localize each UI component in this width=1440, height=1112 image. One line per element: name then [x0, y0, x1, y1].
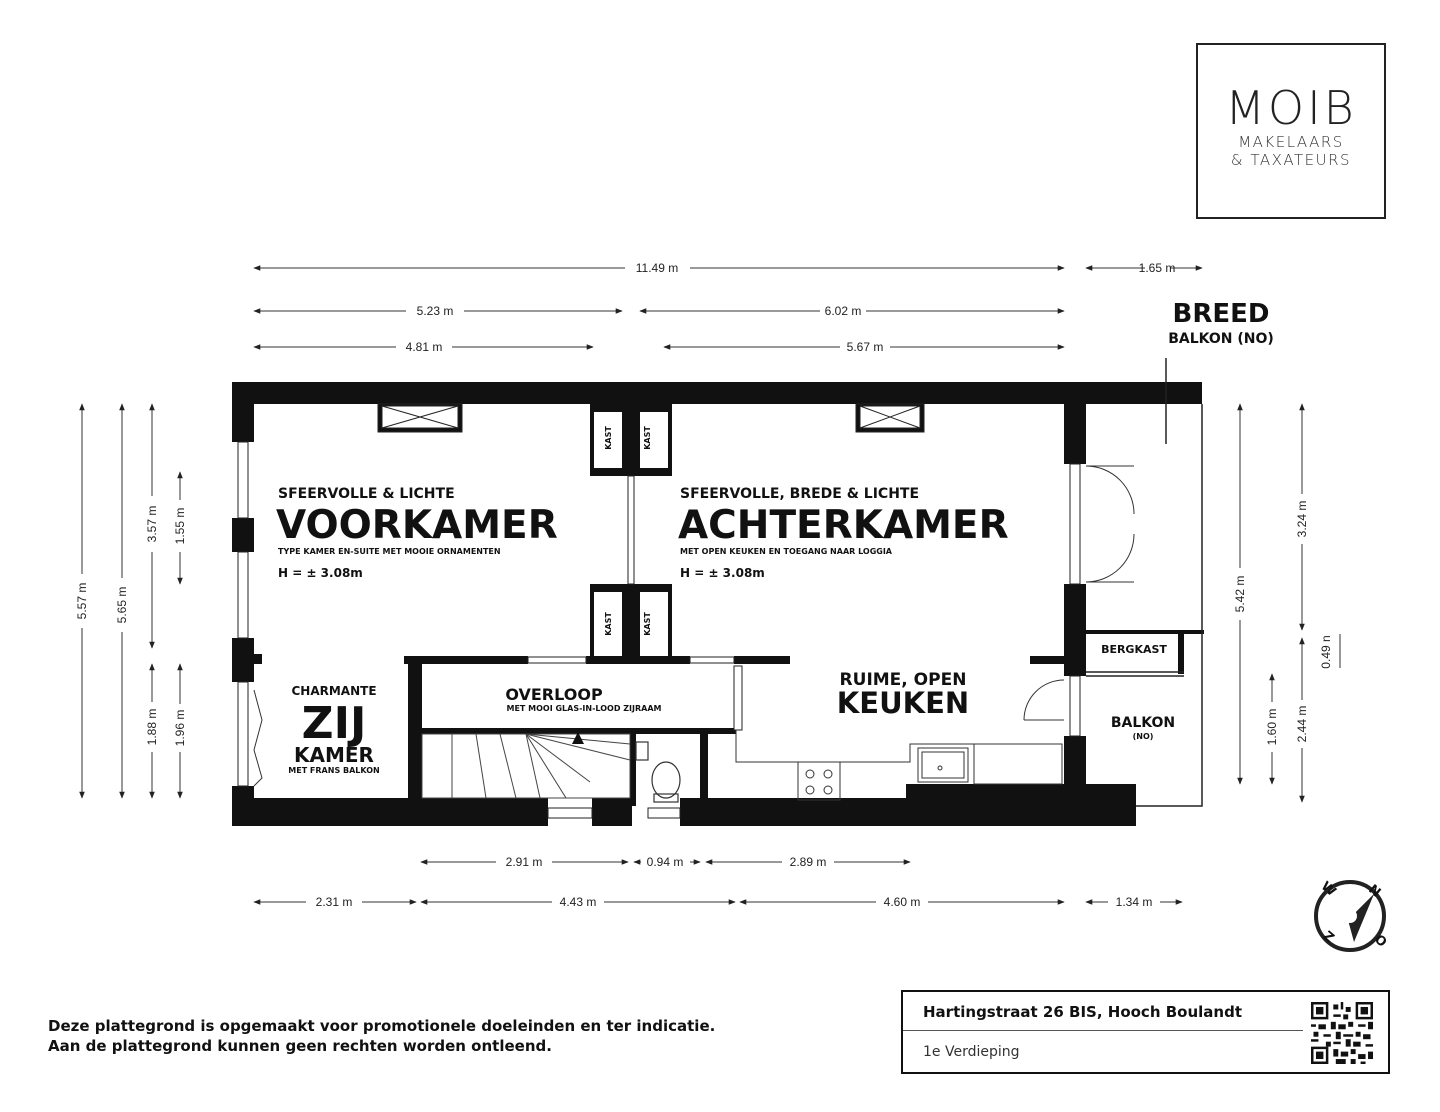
balkon-title: BALKON	[1110, 715, 1176, 731]
zijkamer-line-3: KAMER	[294, 743, 374, 767]
voorkamer-description: TYPE KAMER EN-SUITE MET MOOIE ORNAMENTEN	[278, 547, 501, 556]
logo-line-2: & TAXATEURS	[1230, 151, 1352, 169]
kast-label-3: KAST	[604, 612, 613, 636]
floor-label: 1e Verdieping	[923, 1044, 1020, 1060]
walls	[232, 382, 1204, 826]
dim-achterkamer-inner: 5.67 m	[846, 340, 884, 354]
balkon-subtitle: (NO)	[1132, 732, 1154, 741]
kast-label-1: KAST	[604, 426, 613, 450]
room-balkon-breed	[1168, 299, 1274, 347]
dim-right-324: 3.24 m	[1295, 500, 1309, 538]
voorkamer-title: VOORKAMER	[276, 503, 558, 548]
dim-bottom-231: 2.31 m	[315, 895, 353, 909]
dim-right-244: 2.44 m	[1295, 705, 1309, 743]
disclaimer	[48, 1016, 808, 1056]
dim-left-188: 1.88 m	[145, 708, 159, 746]
keuken-line-1: RUIME, OPEN	[839, 670, 967, 690]
dim-bottom-289: 2.89 m	[789, 855, 827, 869]
room-overloop	[505, 685, 661, 713]
zijkamer-line-2: ZIJ	[301, 698, 367, 749]
compass-w: W	[1317, 878, 1339, 900]
disclaimer-line-2: Aan de plattegrond kunnen geen rechten worden ontleend.	[48, 1037, 552, 1055]
qr-code-icon	[1311, 1002, 1373, 1064]
voorkamer-subtitle: SFEERVOLLE & LICHTE	[278, 486, 455, 502]
room-voorkamer	[276, 486, 558, 580]
stairs	[422, 734, 630, 798]
disclaimer-line-1: Deze plattegrond is opgemaakt voor promotionele doeleinden en ter indicatie.	[48, 1017, 716, 1035]
room-achterkamer	[678, 486, 1009, 580]
dim-bottom-291: 2.91 m	[505, 855, 543, 869]
bergkast-label: BERGKAST	[1101, 643, 1167, 656]
dim-achterkamer-outer: 6.02 m	[824, 304, 862, 318]
dim-right-160: 1.60 m	[1265, 708, 1279, 746]
achterkamer-title: ACHTERKAMER	[678, 503, 1009, 548]
compass-icon	[1316, 879, 1389, 951]
divider	[903, 1030, 1303, 1031]
zijkamer-line-1: CHARMANTE	[291, 684, 377, 698]
compass-o: O	[1371, 932, 1390, 951]
overloop-description: MET MOOI GLAS-IN-LOOD ZIJRAAM	[506, 704, 662, 713]
toilet	[636, 742, 680, 802]
achterkamer-description: MET OPEN KEUKEN EN TOEGANG NAAR LOGGIA	[680, 547, 892, 556]
dim-left-357: 3.57 m	[145, 505, 159, 543]
dim-balkon-width: 1.65 m	[1138, 261, 1176, 275]
balkon-breed-title: BREED	[1172, 299, 1270, 329]
dim-bottom-460: 4.60 m	[883, 895, 921, 909]
overloop-title: OVERLOOP	[505, 685, 603, 704]
logo-line-1: MAKELAARS	[1238, 133, 1344, 151]
dim-right-542: 5.42 m	[1233, 575, 1247, 613]
keuken-line-2: KEUKEN	[836, 686, 970, 720]
achterkamer-subtitle: SFEERVOLLE, BREDE & LICHTE	[680, 486, 920, 502]
dim-left-196: 1.96 m	[173, 709, 187, 747]
dim-total-width: 11.49 m	[635, 261, 679, 275]
compass-z: Z	[1319, 928, 1337, 947]
voorkamer-height: H = ± 3.08m	[278, 566, 363, 580]
room-zijkamer	[288, 684, 379, 775]
address: Hartingstraat 26 BIS, Hooch Boulandt	[923, 1003, 1242, 1021]
compass-n: N	[1365, 882, 1384, 901]
dim-voorkamer-outer: 5.23 m	[416, 304, 454, 318]
dim-bottom-094: 0.94 m	[646, 855, 684, 869]
zijkamer-line-4: MET FRANS BALKON	[288, 766, 380, 775]
info-box	[901, 990, 1390, 1074]
dim-left-565: 5.65 m	[115, 586, 129, 624]
logo-name: MOIB	[1225, 81, 1357, 135]
room-balkon	[1111, 715, 1175, 741]
dim-left-557: 5.57 m	[75, 582, 89, 620]
dim-bottom-134: 1.34 m	[1115, 895, 1153, 909]
kast-label-4: KAST	[643, 612, 652, 636]
room-keuken	[837, 670, 969, 720]
dim-left-155: 1.55 m	[173, 507, 187, 545]
kast-label-2: KAST	[643, 426, 652, 450]
achterkamer-height: H = ± 3.08m	[680, 566, 765, 580]
dim-right-049: 0.49 n	[1319, 635, 1333, 669]
balkon-breed-subtitle: BALKON (NO)	[1168, 331, 1274, 347]
dim-bottom-443: 4.43 m	[559, 895, 597, 909]
dim-voorkamer-inner: 4.81 m	[405, 340, 443, 354]
